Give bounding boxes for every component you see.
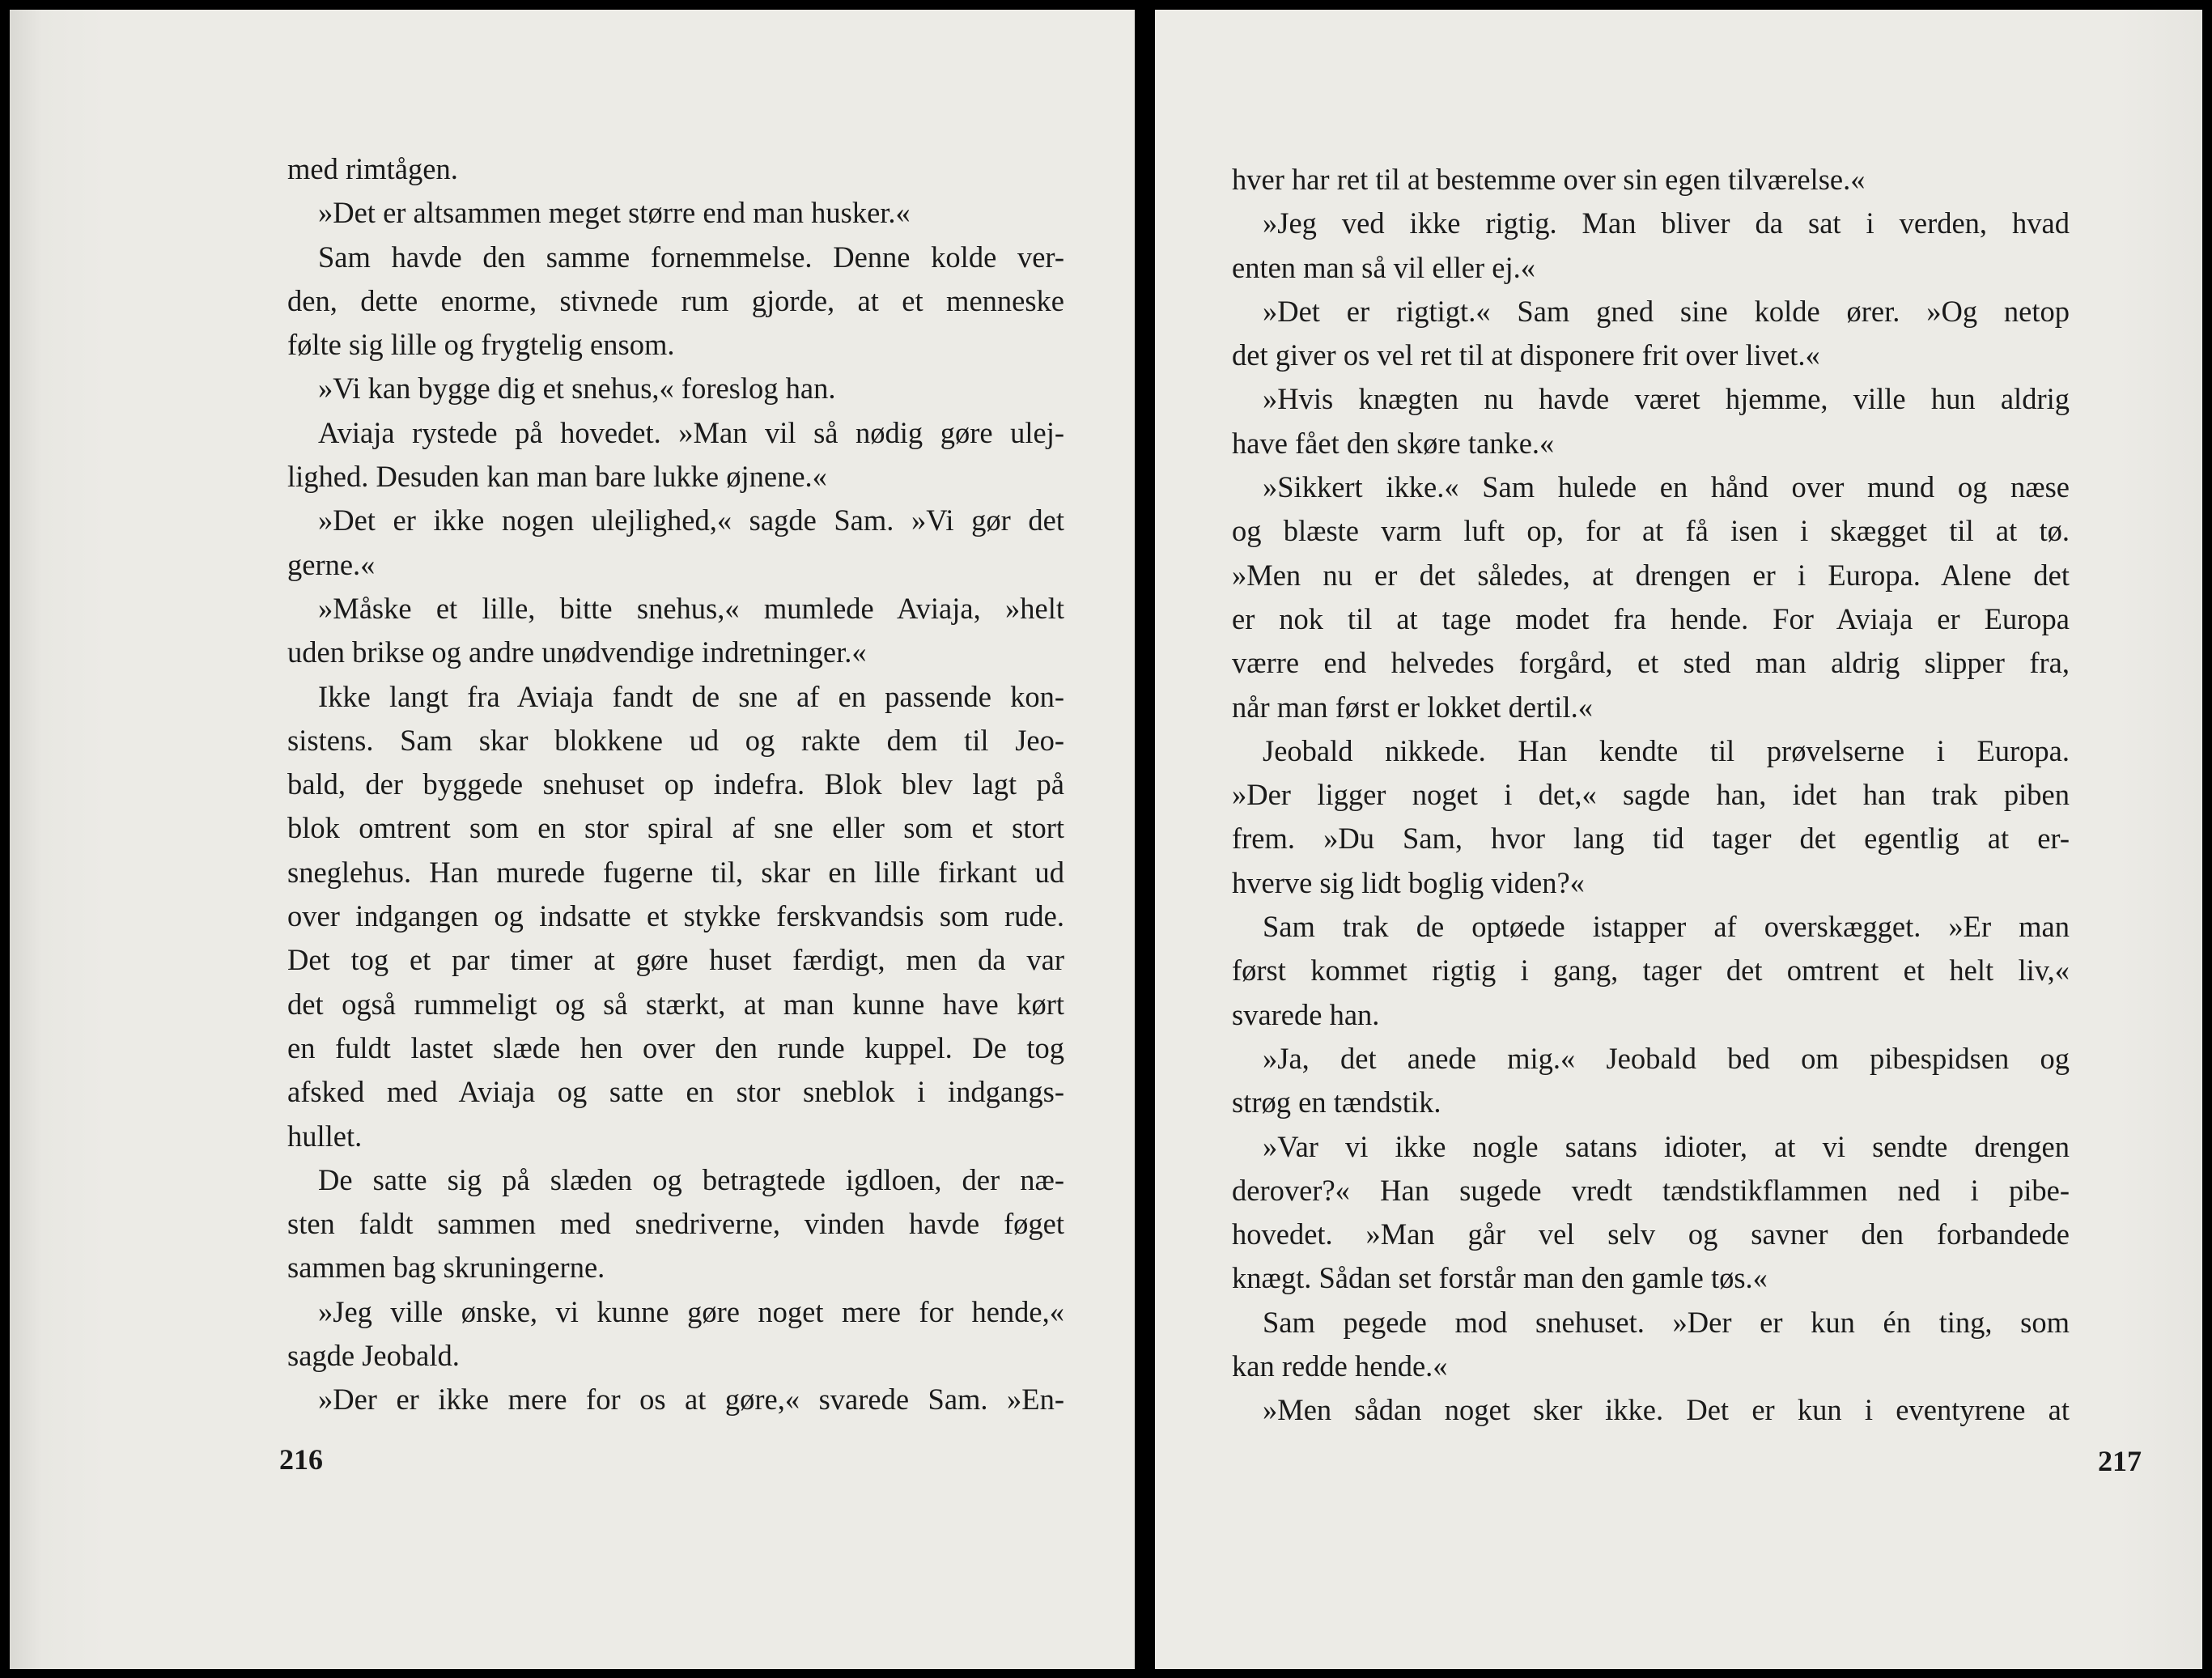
text-line: og blæste varm luft op, for at få isen i skægget til at tø.: [1232, 514, 2070, 548]
text-line: værre end helvedes forgård, et sted man aldrig slipper fra,: [1232, 646, 2070, 680]
text-line: »Jeg ville ønske, vi kunne gøre noget mere for hende,«: [318, 1294, 1064, 1328]
text-line: det også rummeligt og så stærkt, at man kunne have kørt: [287, 987, 1064, 1021]
text-line: »Det er altsammen meget større end man husker.«: [318, 196, 911, 230]
left-page-text: [287, 147, 1064, 1422]
text-line: »Det er rigtigt.« Sam gned sine kolde ører. »Og netop: [1263, 294, 2070, 328]
text-line: »Der ligger noget i det,« sagde han, idet han trak piben: [1232, 778, 2070, 812]
text-line: følte sig lille og frygtelig ensom.: [287, 328, 675, 362]
text-line: Aviaja rystede på hovedet. »Man vil så nødig gøre ulej-: [318, 415, 1064, 449]
text-line: De satte sig på slæden og betragtede igdloen, der næ-: [318, 1162, 1064, 1196]
page-number-right: 217: [2098, 1445, 2142, 1477]
text-line: frem. »Du Sam, hvor lang tid tager det egentlig at er-: [1232, 822, 2070, 856]
text-line: først kommet rigtig i gang, tager det omtrent et helt liv,«: [1232, 954, 2070, 988]
text-line: hver har ret til at bestemme over sin egen tilværelse.«: [1232, 163, 1866, 196]
text-line: »Det er ikke nogen ulejlighed,« sagde Sam. »Vi gør det: [318, 503, 1064, 537]
text-line: »Jeg ved ikke rigtig. Man bliver da sat i verden, hvad: [1263, 206, 2070, 240]
text-line: »Vi kan bygge dig et snehus,« foreslog han.: [318, 372, 836, 406]
text-line: Det tog et par timer at gøre huset færdigt, men da var: [287, 943, 1064, 977]
text-line: hverve sig lidt boglig viden?«: [1232, 865, 1585, 899]
text-line: knægt. Sådan set forstår man den gamle tøs.«: [1232, 1261, 1768, 1295]
text-line: det giver os vel ret til at disponere frit over livet.«: [1232, 338, 1820, 372]
text-line: »Der er ikke mere for os at gøre,« svarede Sam. »En-: [318, 1383, 1064, 1417]
text-line: sten faldt sammen med snedriverne, vinden havde føget: [287, 1207, 1064, 1241]
text-line: »Sikkert ikke.« Sam hulede en hånd over mund og næse: [1263, 470, 2070, 504]
text-line: have fået den skøre tanke.«: [1232, 426, 1555, 460]
text-line: »Hvis knægten nu havde været hjemme, ville hun aldrig: [1263, 382, 2070, 416]
text-line: Jeobald nikkede. Han kendte til prøvelserne i Europa.: [1263, 733, 2070, 767]
text-line: når man først er lokket dertil.«: [1232, 690, 1593, 724]
text-line: »Måske et lille, bitte snehus,« mumlede Aviaja, »helt: [318, 591, 1064, 625]
page-number-left: 216: [279, 1443, 323, 1476]
text-line: svarede han.: [1232, 997, 1380, 1031]
right-page-text: [1232, 158, 2070, 1433]
text-line: uden brikse og andre unødvendige indretninger.«: [287, 635, 867, 669]
text-line: sneglehus. Han murede fugerne til, skar en lille firkant ud: [287, 855, 1064, 889]
text-line: over indgangen og indsatte et stykke ferskvandsis som rude.: [287, 899, 1064, 933]
text-line: Sam havde den samme fornemmelse. Denne kolde ver-: [318, 240, 1064, 274]
text-line: gerne.«: [287, 547, 376, 581]
text-line: kan redde hende.«: [1232, 1349, 1448, 1383]
text-line: med rimtågen.: [287, 152, 458, 185]
text-line: sammen bag skruningerne.: [287, 1251, 605, 1285]
text-line: »Var vi ikke nogle satans idioter, at vi sendte drengen: [1263, 1129, 2070, 1163]
text-line: Sam trak de optøede istapper af overskægget. »Er man: [1263, 910, 2070, 944]
text-line: enten man så vil eller ej.«: [1232, 250, 1535, 284]
text-line: Sam pegede mod snehuset. »Der er kun én ting, som: [1263, 1305, 2070, 1339]
text-line: »Ja, det anede mig.« Jeobald bed om pibespidsen og: [1263, 1041, 2070, 1075]
text-line: hovedet. »Man går vel selv og savner den forbandede: [1232, 1217, 2070, 1251]
text-line: blok omtrent som en stor spiral af sne eller som et stort: [287, 811, 1064, 845]
text-line: derover?« Han sugede vredt tændstikflammen ned i pibe-: [1232, 1173, 2070, 1207]
text-line: lighed. Desuden kan man bare lukke øjnene.«: [287, 460, 827, 494]
text-line: en fuldt lastet slæde hen over den runde kuppel. De tog: [287, 1030, 1064, 1064]
right-page: [1155, 10, 2202, 1669]
text-line: den, dette enorme, stivnede rum gjorde, at et menneske: [287, 283, 1064, 317]
text-line: bald, der byggede snehuset op indefra. Blok blev lagt på: [287, 767, 1064, 801]
text-line: sistens. Sam skar blokkene ud og rakte dem til Jeo-: [287, 723, 1064, 757]
left-page: [10, 10, 1135, 1669]
text-line: strøg en tændstik.: [1232, 1085, 1441, 1119]
text-line: »Men nu er det således, at drengen er i Europa. Alene det: [1232, 558, 2070, 592]
text-line: afsked med Aviaja og satte en stor sneblok i indgangs-: [287, 1075, 1064, 1109]
text-line: sagde Jeobald.: [287, 1339, 460, 1373]
text-line: Ikke langt fra Aviaja fandt de sne af en passende kon-: [318, 679, 1064, 713]
text-line: er nok til at tage modet fra hende. For Aviaja er Europa: [1232, 601, 2070, 635]
text-line: hullet.: [287, 1119, 363, 1153]
text-line: »Men sådan noget sker ikke. Det er kun i eventyrene at: [1263, 1393, 2070, 1427]
